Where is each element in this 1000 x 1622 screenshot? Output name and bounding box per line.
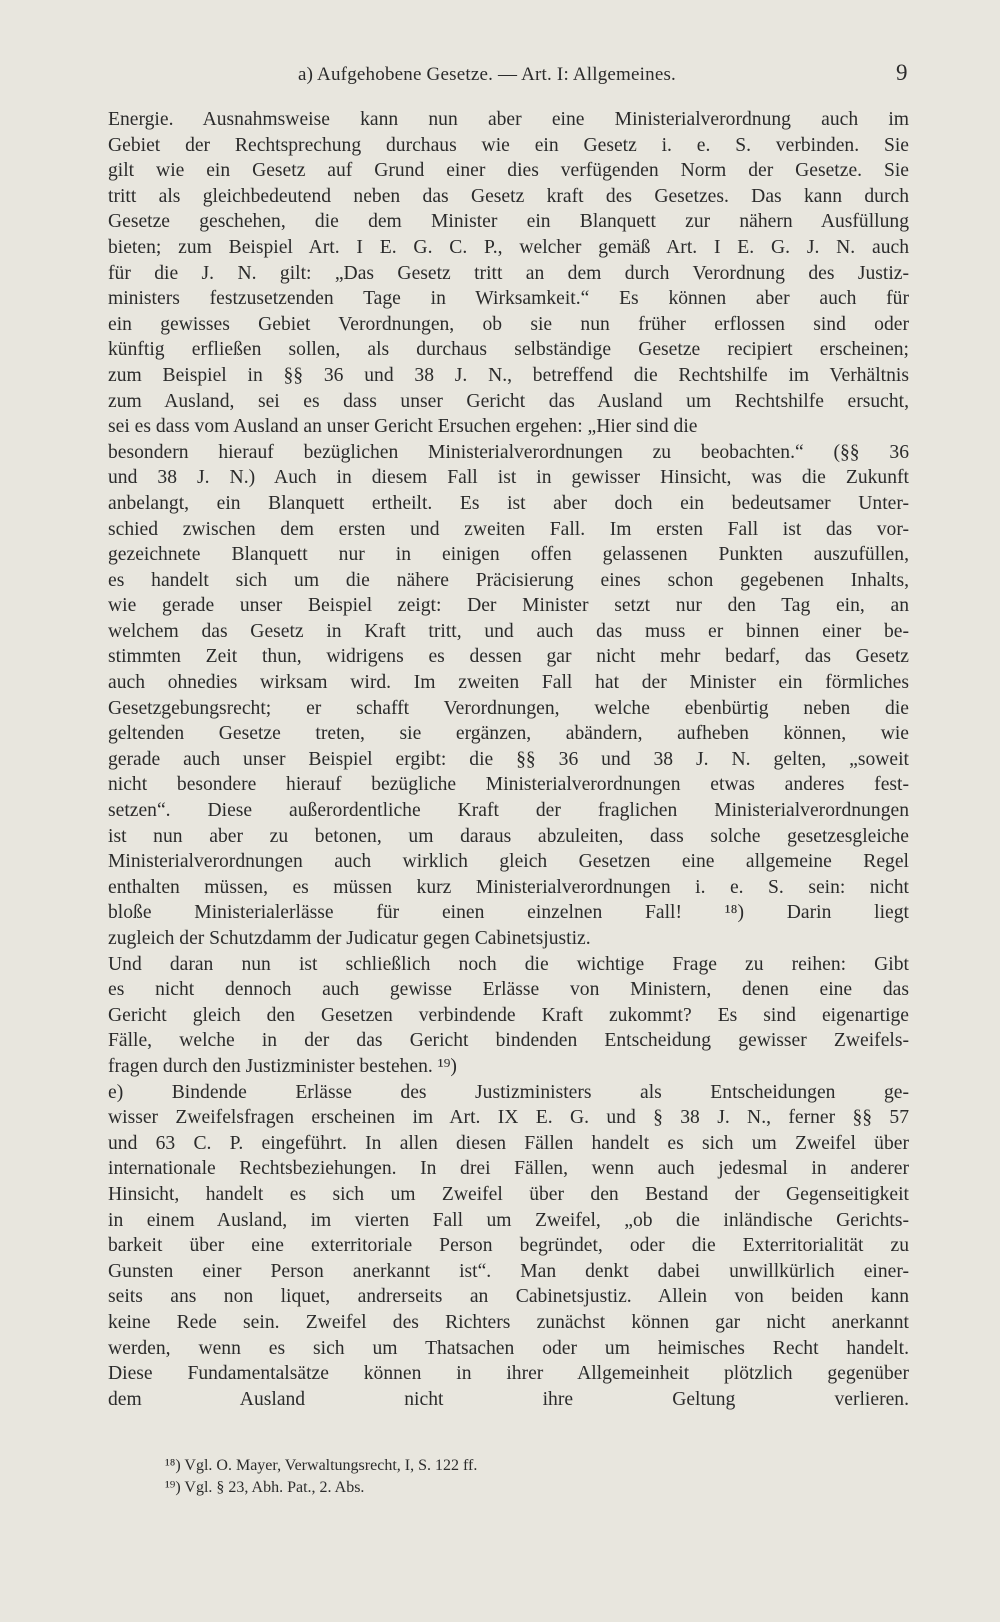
text-line: und 63 C. P. eingeführt. In allen diesen Fällen handelt es sich um Zweifel über (108, 1132, 909, 1154)
text-line: künftig erfließen sollen, als durchaus selbständige Gesetze recipiert erscheinen; (108, 339, 909, 361)
text-line: barkeit über eine exterritoriale Person begründet, oder die Exterritorialität zu (108, 1235, 909, 1257)
text-line: tritt als gleichbedeutend neben das Gesetz kraft des Gesetzes. Das kann durch (108, 185, 909, 207)
text-line: gezeichnete Blanquett nur in einigen offen gelassenen Punkten auszufüllen, (108, 544, 909, 566)
text-line: dem Ausland nicht ihre Geltung verlieren. (108, 1388, 909, 1410)
page-number: 9 (896, 60, 908, 85)
text-line: gerade auch unser Beispiel ergibt: die §§ 36 und 38 J. N. gelten, „soweit (108, 748, 909, 770)
text-line: Energie. Ausnahmsweise kann nun aber eine Ministerialverordnung auch im (108, 109, 909, 130)
text-line: Gesetze geschehen, die dem Minister ein Blanquett zur nähern Ausfüllung (108, 211, 909, 233)
text-line: keine Rede sein. Zweifel des Richters zunächst können gar nicht anerkannt (108, 1311, 909, 1333)
text-line: zugleich der Schutzdamm der Judicatur gegen Cabinetsjustiz. (108, 928, 591, 949)
text-line: Ministerialverordnungen auch wirklich gleich Gesetzen eine allgemeine Regel (108, 851, 909, 873)
text-line: in einem Ausland, im vierten Fall um Zweifel, „ob die inländische Gerichts- (108, 1209, 909, 1231)
text-line: und 38 J. N.) Auch in diesem Fall ist in gewisser Hinsicht, was die Zukunft (108, 467, 909, 489)
footnote: ¹⁸) Vgl. O. Mayer, Verwaltungsrecht, I, S. 122 ff. (165, 1457, 478, 1474)
text-line: seits ans non liquet, andrerseits an Cabinetsjustiz. Allein von beiden kann (108, 1286, 909, 1308)
text-line: Hinsicht, handelt es sich um Zweifel über den Bestand der Gegenseitigkeit (108, 1183, 909, 1205)
text-line: bloße Ministerialerlässe für einen einzelnen Fall! ¹⁸) Darin liegt (108, 902, 909, 924)
text-line: Fälle, welche in der das Gericht bindenden Entscheidung gewisser Zweifels- (108, 1030, 909, 1052)
text-line: bieten; zum Beispiel Art. I E. G. C. P., welcher gemäß Art. I E. G. J. N. auch (108, 236, 909, 258)
text-line: auch ohnedies wirksam wird. Im zweiten Fall hat der Minister ein förmliches (108, 672, 909, 694)
text-line: Und daran nun ist schließlich noch die wichtige Frage zu reihen: Gibt (108, 953, 909, 975)
text-line: sei es dass vom Ausland an unser Gericht Ersuchen ergehen: „Hier sind die (108, 416, 698, 438)
text-line: e) Bindende Erlässe des Justizministers als Entscheidungen ge- (108, 1081, 909, 1103)
text-line: es nicht dennoch auch gewisse Erlässe von Ministern, denen eine das (108, 979, 909, 1001)
text-line: fragen durch den Justizminister bestehen. ¹⁹) (108, 1055, 457, 1077)
text-line: welchem das Gesetz in Kraft tritt, und auch das muss er binnen einer be- (108, 620, 909, 642)
text-line: ein gewisses Gebiet Verordnungen, ob sie nun früher erflossen sind oder (108, 313, 909, 335)
text-line: setzen“. Diese außerordentliche Kraft der fraglichen Ministerialverordnungen (108, 800, 909, 822)
text-line: enthalten müssen, es müssen kurz Ministerialverordnungen i. e. S. sein: nicht (108, 876, 909, 898)
text-line: besondern hierauf bezüglichen Ministerialverordnungen zu beobachten.“ (§§ 36 (108, 441, 909, 463)
text-line: Diese Fundamentalsätze können in ihrer Allgemeinheit plötzlich gegenüber (108, 1363, 909, 1385)
text-line: wisser Zweifelsfragen erscheinen im Art. IX E. G. und § 38 J. N., ferner §§ 57 (108, 1107, 909, 1129)
text-line: anbelangt, ein Blanquett ertheilt. Es ist aber doch ein bedeutsamer Unter- (108, 492, 909, 514)
running-header (0, 60, 1000, 90)
text-line: wie gerade unser Beispiel zeigt: Der Minister setzt nur den Tag ein, an (108, 595, 909, 617)
text-line: ministers festzusetzenden Tage in Wirksamkeit.“ Es können aber auch für (108, 288, 909, 310)
footnote: ¹⁹) Vgl. § 23, Abh. Pat., 2. Abs. (165, 1479, 365, 1496)
text-line: zum Beispiel in §§ 36 und 38 J. N., betreffend die Rechtshilfe im Verhältnis (108, 364, 909, 386)
text-line: ist nun aber zu betonen, um daraus abzuleiten, dass solche gesetzesgleiche (108, 825, 909, 847)
text-line: Gunsten einer Person anerkannt ist“. Man denkt dabei unwillkürlich einer- (108, 1260, 909, 1282)
text-line: Gebiet der Rechtsprechung durchaus wie ein Gesetz i. e. S. verbinden. Sie (108, 134, 909, 156)
body-text (108, 107, 909, 1412)
text-line: schied zwischen dem ersten und zweiten Fall. Im ersten Fall ist das vor- (108, 518, 909, 540)
footnotes (165, 1455, 865, 1499)
text-line: internationale Rechtsbeziehungen. In drei Fällen, wenn auch jedesmal in anderer (108, 1158, 909, 1180)
text-line: für die J. N. gilt: „Das Gesetz tritt an dem durch Verordnung des Justiz- (108, 262, 909, 284)
text-line: werden, wenn es sich um Thatsachen oder um heimisches Recht handelt. (108, 1337, 909, 1359)
text-line: stimmten Zeit thun, widrigens es dessen gar nicht mehr bedarf, das Gesetz (108, 646, 909, 668)
text-line: es handelt sich um die nähere Präcisierung eines schon gegebenen Inhalts, (108, 569, 909, 591)
text-line: gilt wie ein Gesetz auf Grund einer dies verfügenden Norm der Gesetze. Sie (108, 160, 909, 182)
text-line: Gericht gleich den Gesetzen verbindende Kraft zukommt? Es sind eigenartige (108, 1004, 909, 1026)
running-title: a) Aufgehobene Gesetze. — Art. I: Allgemeines. (298, 64, 677, 85)
text-line: Gesetzgebungsrecht; er schafft Verordnungen, welche ebenbürtig neben die (108, 697, 909, 719)
text-line: nicht besondere hierauf bezügliche Ministerialverordnungen etwas anderes fest- (108, 774, 909, 796)
text-line: geltenden Gesetze treten, sie ergänzen, abändern, aufheben können, wie (108, 723, 909, 745)
text-line: zum Ausland, sei es dass unser Gericht das Ausland um Rechtshilfe ersucht, (108, 390, 909, 412)
